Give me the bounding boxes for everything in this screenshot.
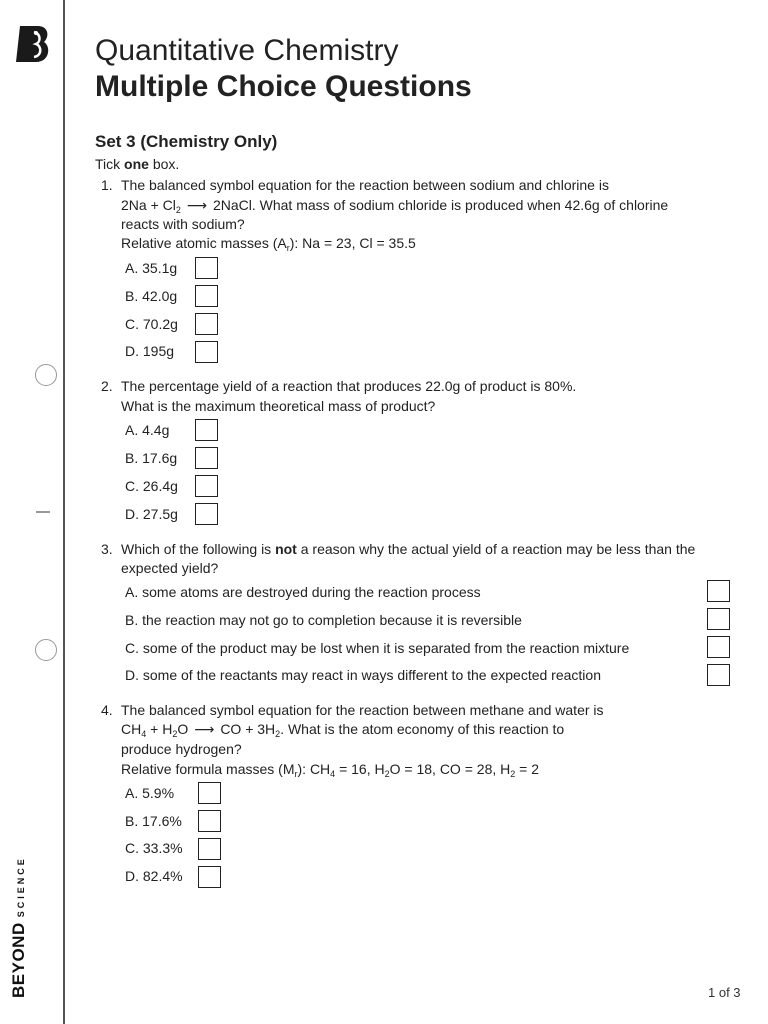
q4-option-c: C. 33.3%	[125, 840, 183, 856]
q3-checkbox-b[interactable]	[707, 608, 730, 630]
q1-equation-line: $2Na + Cl_2$ ⟶ 2NaCl. What mass of sodium chloride is produced when 42.6g of chlorine	[121, 197, 669, 215]
q2-checkbox-c[interactable]	[195, 475, 218, 497]
q4-line3: produce hydrogen?	[121, 741, 242, 757]
q3-number: 3.	[101, 541, 113, 557]
q2-checkbox-a[interactable]	[195, 419, 218, 441]
q1-line1: The balanced symbol equation for the reaction between sodium and chlorine is	[121, 177, 609, 193]
q3-checkbox-a[interactable]	[707, 580, 730, 602]
q2-checkbox-d[interactable]	[195, 503, 218, 525]
q3-checkbox-d[interactable]	[707, 664, 730, 686]
brand-sub-text: SCIENCE	[16, 856, 26, 918]
q2-checkbox-b[interactable]	[195, 447, 218, 469]
fold-mark	[36, 511, 50, 513]
q1-number: 1.	[101, 177, 113, 193]
q4-masses: Relative formula masses $(M_r)$: $CH_4 = 16$, $H_2O = 18$, CO = 28, $H_2 = 2$	[121, 761, 540, 779]
brand-vertical	[9, 856, 29, 998]
page-title-line2: Multiple Choice Questions	[95, 70, 472, 103]
q2-option-d: D. 27.5g	[125, 506, 178, 522]
page-number: 1 of 3	[708, 985, 741, 1000]
reaction-arrow-icon: ⟶	[186, 197, 207, 213]
q2-option-c: C. 26.4g	[125, 478, 178, 494]
margin-line	[63, 0, 65, 1024]
q4-option-b: B. 17.6%	[125, 813, 182, 829]
q3-option-d: D. some of the reactants may react in ways different to the expected reaction	[125, 667, 601, 683]
q1-option-a: A. 35.1g	[125, 260, 178, 276]
q3-checkbox-c[interactable]	[707, 636, 730, 658]
q2-number: 2.	[101, 378, 113, 394]
q3-line2: expected yield?	[121, 560, 219, 576]
q4-checkbox-c[interactable]	[198, 838, 221, 860]
q2-option-b: B. 17.6g	[125, 450, 178, 466]
q4-checkbox-b[interactable]	[198, 810, 221, 832]
q3-line1: Which of the following is not a reason why the actual yield of a reaction may be less than the	[121, 541, 696, 557]
q1-checkbox-b[interactable]	[195, 285, 218, 307]
beyond-logo-icon	[14, 24, 52, 64]
q3-option-a: A. some atoms are destroyed during the reaction process	[125, 584, 481, 600]
q3-option-c: C. some of the product may be lost when it is separated from the reaction mixture	[125, 640, 630, 656]
set-heading: Set 3 (Chemistry Only)	[95, 132, 278, 151]
q4-checkbox-d[interactable]	[198, 866, 221, 888]
punch-hole-top	[35, 364, 57, 386]
q1-line3: reacts with sodium?	[121, 216, 245, 232]
q1-option-b: B. 42.0g	[125, 288, 178, 304]
brand-main-text: BEYOND	[9, 922, 28, 998]
q4-option-a: A. 5.9%	[125, 785, 175, 801]
q4-equation-line: $CH_4 + H_2O$ ⟶ CO + $3H_2$. What is the atom economy of this reaction to	[121, 721, 565, 739]
q1-option-d: D. 195g	[125, 343, 175, 359]
q4-option-d: D. 82.4%	[125, 868, 183, 884]
q1-checkbox-d[interactable]	[195, 341, 218, 363]
q4-checkbox-a[interactable]	[198, 782, 221, 804]
q2-option-a: A. 4.4g	[125, 422, 170, 438]
page-title-line1: Quantitative Chemistry	[95, 34, 399, 67]
q4-line1: The balanced symbol equation for the reaction between methane and water is	[121, 702, 604, 718]
q1-checkbox-a[interactable]	[195, 257, 218, 279]
reaction-arrow-icon: ⟶	[194, 721, 215, 737]
punch-hole-bottom	[35, 639, 57, 661]
q4-number: 4.	[101, 702, 113, 718]
q1-option-c: C. 70.2g	[125, 316, 178, 332]
q1-masses: Relative atomic masses $(A_r)$: Na = 23, Cl = 35.5	[121, 235, 416, 253]
q2-line2: What is the maximum theoretical mass of product?	[121, 398, 436, 414]
q2-line1: The percentage yield of a reaction that produces 22.0g of product is 80%.	[121, 378, 577, 394]
q3-option-b: B. the reaction may not go to completion because it is reversible	[125, 612, 522, 628]
q1-checkbox-c[interactable]	[195, 313, 218, 335]
instructions: Tick one box.	[95, 156, 180, 172]
